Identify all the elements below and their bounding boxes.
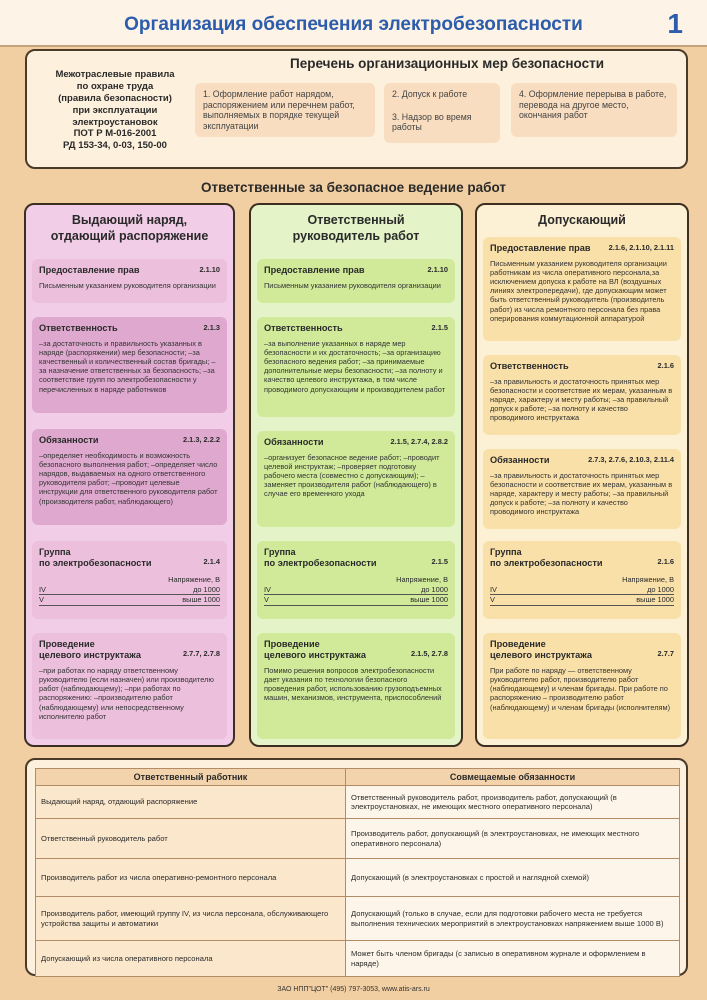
block-text: При работе по наряду — ответственному руководителю работ, производителю работ (наблюдающему) и членам бригады. При работе по распоряжению – производителю работ (наблюдающему) и членам бригады (исполнителям) <box>490 666 671 712</box>
rules-line: электроустановок <box>72 116 158 128</box>
measure-item-2: 2. Допуск к работе <box>392 89 468 99</box>
block-ref: 2.1.5 <box>431 557 448 566</box>
block-title: Обязанности <box>264 437 324 447</box>
table-header: Совмещаемые обязанности <box>346 769 680 786</box>
block-ref: 2.7.3, 2.7.6, 2.10.3, 2.11.4 <box>588 455 674 464</box>
column-title-line: Выдающий наряд, <box>71 213 188 227</box>
column-issuer <box>24 203 235 747</box>
block-ref: 2.1.3, 2.2.2 <box>183 435 220 444</box>
voltage-group: V <box>490 595 495 605</box>
measure-item-3: 3. Надзор во время работы <box>392 111 472 133</box>
column-title <box>477 213 687 229</box>
block-title-line: целевого инструктажа <box>490 650 592 661</box>
block-ref: 2.7.7, 2.7.8 <box>183 649 220 658</box>
block-title-line: целевого инструктажа <box>264 650 366 661</box>
table-cell: Может быть членом бригады (с записью в оперативном журнале и оформлением в наряде) <box>346 941 680 977</box>
block-title-line: целевого инструктажа <box>39 650 141 661</box>
block-text: –при работах по наряду ответственному руководителю (если назначен) или производителю работ (наблюдающему); –при работах по распоряжению: –производителю работ (наблюдающему) или непосредственному исполнителю работ <box>39 666 214 721</box>
block-ref: 2.1.5 <box>431 323 448 332</box>
block-title <box>490 547 603 569</box>
voltage-group: IV <box>490 584 497 594</box>
block-text: –за правильность и достаточность принятых мер безопасности и соответствие их мерам, указанным в наряде, характеру и месту работы; –за правильный допуск к работе; –за полноту и качество проводимого инструктажа <box>490 471 673 517</box>
block-title: Обязанности <box>39 435 99 445</box>
voltage-table <box>264 575 448 606</box>
voltage-row <box>264 585 448 596</box>
voltage-row <box>490 595 674 606</box>
table-cell: Допускающий из числа оперативного персонала <box>36 941 346 977</box>
measure-items-2-3 <box>384 83 500 143</box>
block-ref: 2.1.3 <box>203 323 220 332</box>
block-title-line: Проведение <box>490 639 546 649</box>
footer-credits: ЗАО НПП"ЦОТ" (495) 797-3053, www.atis-ars.ru <box>277 986 430 993</box>
block-text: –организует безопасное ведение работ; –проводит целевой инструктаж; –проверяет подготовку рабочего места (совместно с допускающим); –заменяет производителя работ (наблюдающего) в случае его временного ухода <box>264 453 440 499</box>
block-title <box>264 547 377 569</box>
block-text: –за выполнение указанных в наряде мер безопасности и их достаточность; –за организацию безопасного ведения работ; –за принимаемые дополнительные меры безопасности; –за полноту и качество целевого инструктажа, в том числе проводимого допускающим и производителем работ <box>264 339 446 394</box>
table-cell: Допускающий (только в случае, если для подготовки рабочего места не требуется выполнения технических мероприятий в электроустановках напряжением выше 1000 В) <box>346 897 680 941</box>
block-ref: 2.7.7 <box>657 649 674 658</box>
table-cell: Выдающий наряд, отдающий распоряжение <box>36 786 346 819</box>
measures-title: Перечень организационных мер безопасности <box>289 56 604 71</box>
page-title: Организация обеспечения электробезопасности <box>124 14 583 35</box>
voltage-row <box>39 585 220 596</box>
block-text: –за правильность и достаточность принятых мер безопасности и соответствие их мерам, указанным в наряде, характеру и месту работы; –за правильный допуск к работе; –за полноту и качество проводимого инструктажа <box>490 377 673 423</box>
briefing-block <box>483 633 681 739</box>
rules-line: ПОТ Р М-016-2001 <box>73 128 157 140</box>
combined-duties-table <box>35 768 680 977</box>
column-title-line: руководитель работ <box>292 228 420 243</box>
block-text: –определяет необходимость и возможность безопасного выполнения работ; –определяет число нарядов, выдаваемых на одного ответственного руководителя работ; –проводит целевые инструкции для ответственного руководителя работ (производителя работ, наблюдающего) <box>39 451 218 506</box>
block-title: Обязанности <box>490 455 550 465</box>
table-row <box>36 941 680 977</box>
voltage-range: выше 1000 <box>182 595 220 605</box>
block-title <box>39 547 152 569</box>
block-title-line: Проведение <box>264 639 320 649</box>
block-text: Письменным указанием руководителя организации работникам из числа оперативного персонала,за исключением допуска к работе на ВЛ (воздушных линиях электропередачи), где допускающим может быть ответственный руководитель (производитель работ) из числа ремонтного персонала без права оперирования коммутационной аппаратурой <box>490 259 667 323</box>
column-title-line: отдающий распоряжение <box>50 228 209 243</box>
table-cell: Ответственный руководитель работ <box>36 819 346 859</box>
responsible-title: Ответственные за безопасное ведение работ <box>201 180 506 195</box>
duties-block <box>257 431 455 527</box>
voltage-range: до 1000 <box>421 584 448 594</box>
rights-block <box>483 237 681 341</box>
block-title: Ответственность <box>39 323 118 333</box>
rules-line: (правила безопасности) <box>58 92 172 104</box>
voltage-label: Напряжение, В <box>396 575 448 585</box>
column-title <box>26 213 233 244</box>
table-header-row <box>36 769 680 786</box>
table-row <box>36 819 680 859</box>
rules-line: Межотраслевые правила <box>55 69 175 80</box>
block-ref: 2.1.6 <box>657 361 674 370</box>
table-cell: Производитель работ, допускающий (в электроустановках, не имеющих местного оперативного персонала) <box>346 819 680 859</box>
page-number: 1 <box>667 8 683 39</box>
block-ref: 2.1.6 <box>657 557 674 566</box>
table-row <box>36 897 680 941</box>
rules-reference <box>35 69 195 152</box>
briefing-block <box>257 633 455 739</box>
measure-item-1: 1. Оформление работ нарядом, распоряжением или перечнем работ, выполняемых в порядке текущей эксплуатации <box>195 83 375 137</box>
block-title: Ответственность <box>264 323 343 333</box>
group-block <box>257 541 455 619</box>
rights-block <box>257 259 455 303</box>
block-title-line: по электробезопасности <box>39 558 152 569</box>
block-title <box>264 639 366 661</box>
block-title-line: Группа <box>490 547 522 557</box>
block-title-line: по электробезопасности <box>264 558 377 569</box>
voltage-range: выше 1000 <box>636 595 674 605</box>
responsibility-block <box>257 317 455 417</box>
group-block <box>32 541 227 619</box>
rules-line: РД 153-34, 0-03, 150-00 <box>63 140 167 152</box>
header-bar <box>0 0 707 47</box>
table-row <box>36 786 680 819</box>
responsibility-block <box>32 317 227 413</box>
block-ref: 2.1.5, 2.7.8 <box>411 649 448 658</box>
block-title: Предоставление прав <box>264 265 365 275</box>
block-text: Письменным указанием руководителя организации <box>39 281 216 291</box>
table-row <box>36 859 680 897</box>
block-ref: 2.1.6, 2.1.10, 2.1.11 <box>608 243 674 252</box>
table-cell: Производитель работ, имеющий группу IV, из числа персонала, обслуживающего устройства защиты и автоматики <box>36 897 346 941</box>
table-cell: Допускающий (в электроустановках с простой и наглядной схемой) <box>346 859 680 897</box>
table-header: Ответственный работник <box>36 769 346 786</box>
column-title-line: Ответственный <box>307 213 405 227</box>
block-text: –за достаточность и правильность указанных в наряде (распоряжении) мер безопасности; –за качественный и количественный состав бригады; –за назначение ответственных за безопасность; –за соответствие групп по электробезопасности у перечисленных в наряде работников <box>39 339 216 394</box>
table-cell: Производитель работ из числа оперативно-ремонтного персонала <box>36 859 346 897</box>
voltage-label: Напряжение, В <box>622 575 674 585</box>
voltage-group: IV <box>264 584 271 594</box>
table-cell: Ответственный руководитель работ, производитель работ, допускающий (в электроустановках, не имеющих местного оперативного персонала) <box>346 786 680 819</box>
block-text: Помимо решения вопросов электробезопасности дает указания по технологии безопасного проведения работ, использованию грузоподъемных машин, механизмов, инструмента, приспособлений <box>264 666 442 703</box>
block-title-line: по электробезопасности <box>490 558 603 569</box>
block-title: Предоставление прав <box>39 265 140 275</box>
block-title-line: Группа <box>39 547 71 557</box>
rights-block <box>32 259 227 303</box>
block-title <box>39 639 141 661</box>
rules-line: при эксплуатации <box>72 104 158 116</box>
block-ref: 2.1.10 <box>199 265 220 274</box>
voltage-group: IV <box>39 584 46 594</box>
duties-block <box>483 449 681 529</box>
block-ref: 2.1.5, 2.7.4, 2.8.2 <box>390 437 448 446</box>
voltage-table <box>490 575 674 606</box>
combined-duties-panel <box>25 758 688 976</box>
voltage-row <box>264 595 448 606</box>
column-work-manager <box>249 203 463 747</box>
block-title: Предоставление прав <box>490 243 591 253</box>
duties-block <box>32 429 227 525</box>
voltage-row <box>490 585 674 596</box>
column-title <box>251 213 461 244</box>
column-title-line: Допускающий <box>538 213 626 227</box>
block-title: Ответственность <box>490 361 569 371</box>
voltage-range: до 1000 <box>193 584 220 594</box>
rules-line: по охране труда <box>76 80 154 92</box>
block-text: Письменным указанием руководителя организации <box>264 281 441 291</box>
voltage-label: Напряжение, В <box>168 575 220 585</box>
voltage-group: V <box>264 595 269 605</box>
measure-item-4: 4. Оформление перерыва в работе, перевода на другое место, окончания работ <box>511 83 677 137</box>
voltage-range: выше 1000 <box>410 595 448 605</box>
block-ref: 2.1.4 <box>203 557 220 566</box>
voltage-table <box>39 575 220 606</box>
block-title-line: Проведение <box>39 639 95 649</box>
responsibility-block <box>483 355 681 435</box>
measures-panel <box>25 49 688 169</box>
voltage-range: до 1000 <box>647 584 674 594</box>
group-block <box>483 541 681 619</box>
block-title <box>490 639 592 661</box>
voltage-row <box>39 595 220 606</box>
briefing-block <box>32 633 227 739</box>
voltage-group: V <box>39 595 44 605</box>
block-title-line: Группа <box>264 547 296 557</box>
column-admitter <box>475 203 689 747</box>
block-ref: 2.1.10 <box>427 265 448 274</box>
